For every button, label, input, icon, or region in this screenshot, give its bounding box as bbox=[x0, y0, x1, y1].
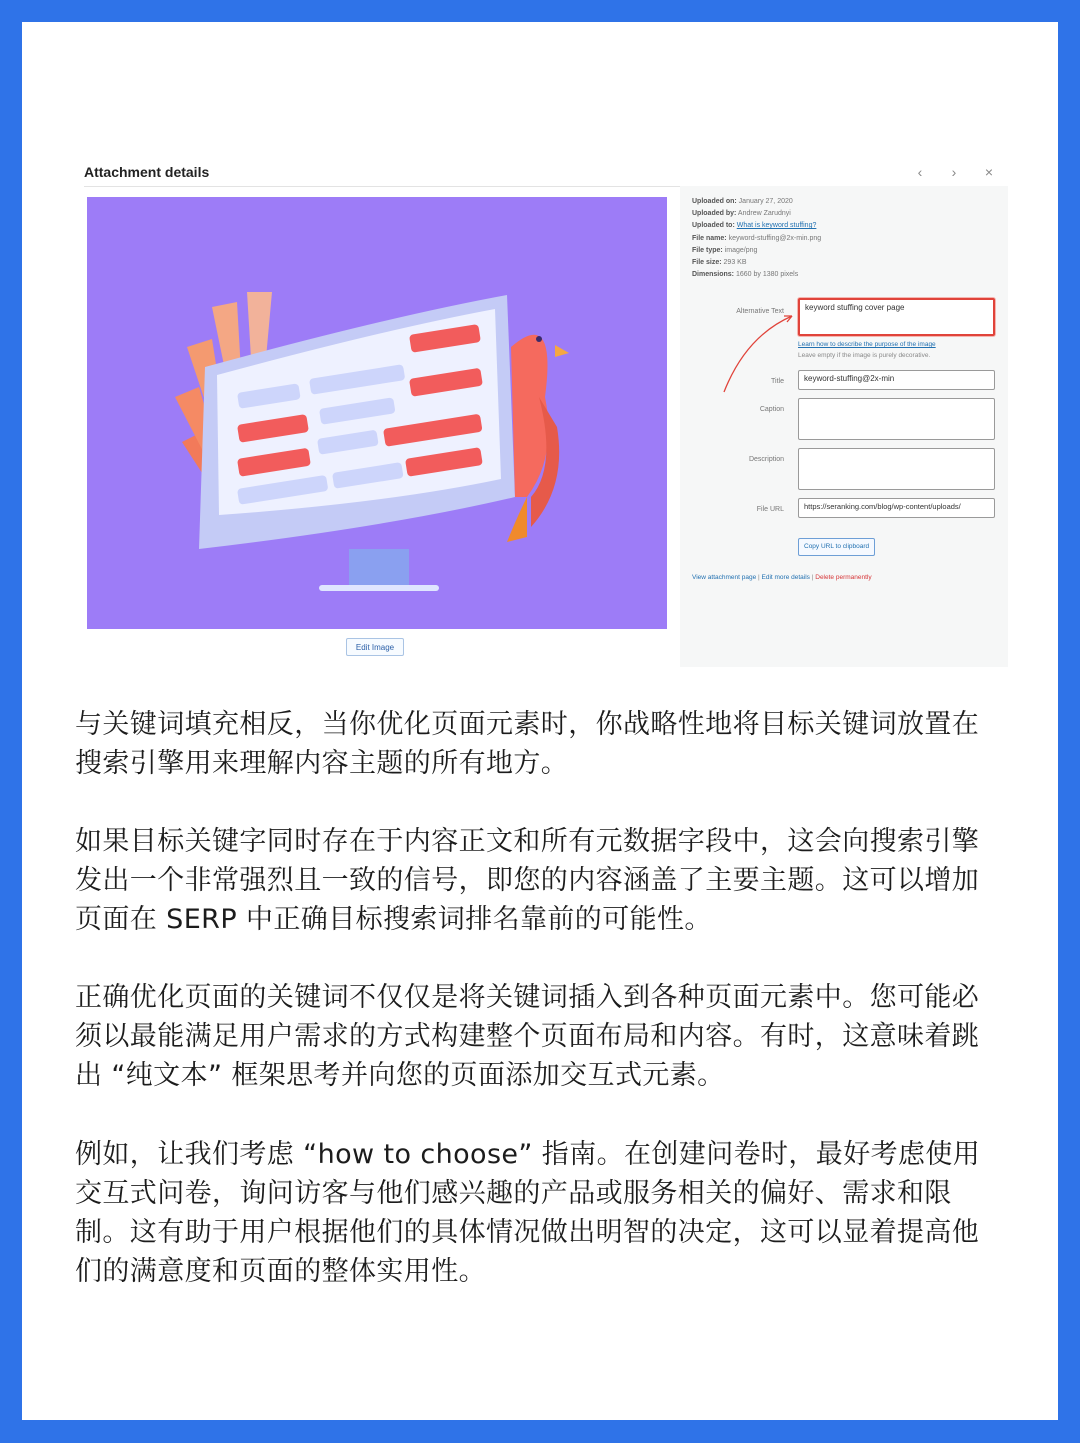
edit-image-button[interactable]: Edit Image bbox=[346, 638, 404, 656]
action-separator: | bbox=[756, 574, 762, 581]
turkey-monitor-illustration bbox=[87, 197, 667, 629]
article-paragraph-2: 如果目标关键字同时存在于内容正文和所有元数据字段中，这会向搜索引擎发出一个非常强烈且一致的信号，即您的内容涵盖了主要主题。这可以增加页面在 SERP 中正确目标搜索词排名靠前的可能性。 bbox=[75, 826, 980, 935]
modal-title: Attachment details bbox=[84, 164, 210, 180]
file-type-value: image/png bbox=[724, 246, 758, 254]
alt-text-label: Alternative Text bbox=[736, 308, 784, 315]
attachment-details-screenshot bbox=[84, 164, 1008, 689]
alt-text-help bbox=[798, 339, 936, 361]
alt-help-text: Leave empty if the image is purely decorative. bbox=[798, 352, 931, 359]
image-preview bbox=[87, 197, 667, 629]
attachment-actions bbox=[692, 574, 872, 581]
file-url-input[interactable]: https://seranking.com/blog/wp-content/uploads/ bbox=[798, 498, 995, 518]
content-card bbox=[22, 22, 1058, 1420]
alt-text-input[interactable]: keyword stuffing cover page bbox=[798, 298, 995, 336]
title-input[interactable]: keyword-stuffing@2x-min bbox=[798, 370, 995, 390]
title-label: Title bbox=[771, 378, 784, 385]
file-size-value: 293 KB bbox=[723, 259, 747, 267]
monitor-base bbox=[319, 585, 439, 591]
file-url-label: File URL bbox=[756, 506, 784, 513]
meta-label: Dimensions: bbox=[692, 271, 735, 279]
alt-help-link[interactable]: Learn how to describe the purpose of the image bbox=[798, 341, 936, 348]
caption-label: Caption bbox=[759, 406, 784, 413]
article-paragraph-4: 例如，让我们考虑 “how to choose” 指南。在创建问卷时，最好考虑使用交互式问卷，询问访客与他们感兴趣的产品或服务相关的偏好、需求和限制。这有助于用户根据他们的具体情况做出明智的决定，这可以显着提高他们的满意度和页面的整体实用性。 bbox=[75, 1139, 981, 1287]
action-separator: | bbox=[809, 574, 816, 581]
article-paragraph-3: 正确优化页面的关键词不仅仅是将关键词插入到各种页面元素中。您可能必须以最能满足用户需求的方式构建整个页面布局和内容。有时，这意味着跳出 “纯文本” 框架思考并向您的页面添加交互式元素。 bbox=[75, 982, 980, 1091]
monitor-stand bbox=[349, 549, 409, 589]
delete-permanently-link[interactable]: Delete permanently bbox=[815, 574, 872, 581]
meta-label: Uploaded by: bbox=[692, 210, 737, 218]
file-name-value: keyword-stuffing@2x-min.png bbox=[728, 234, 822, 242]
uploaded-to-link[interactable]: What is keyword stuffing? bbox=[736, 222, 817, 230]
previous-arrow-icon[interactable]: ‹ bbox=[917, 164, 923, 180]
meta-label: File size: bbox=[692, 259, 722, 267]
view-attachment-link[interactable]: View attachment page bbox=[692, 574, 757, 581]
uploaded-on-value: January 27, 2020 bbox=[738, 198, 793, 205]
meta-label: Uploaded on: bbox=[692, 198, 737, 205]
description-textarea[interactable] bbox=[798, 448, 995, 490]
file-meta bbox=[692, 196, 821, 281]
description-label: Description bbox=[748, 456, 784, 463]
attachment-details-panel bbox=[680, 186, 1008, 667]
close-icon[interactable]: × bbox=[984, 164, 994, 180]
article-paragraph-1: 与关键词填充相反，当你优化页面元素时，你战略性地将目标关键词放置在搜索引擎用来理解内容主题的所有地方。 bbox=[75, 709, 980, 779]
copy-url-button[interactable]: Copy URL to clipboard bbox=[798, 538, 875, 556]
meta-label: File type: bbox=[692, 246, 723, 254]
dimensions-value: 1660 by 1380 pixels bbox=[735, 271, 799, 279]
modal-header bbox=[84, 164, 1008, 187]
edit-details-link[interactable]: Edit more details bbox=[761, 574, 810, 581]
meta-label: Uploaded to: bbox=[692, 222, 735, 230]
next-arrow-icon[interactable]: › bbox=[951, 164, 957, 180]
meta-label: File name: bbox=[692, 234, 727, 242]
caption-textarea[interactable] bbox=[798, 398, 995, 440]
uploaded-by-value: Andrew Zarudnyi bbox=[737, 210, 791, 218]
